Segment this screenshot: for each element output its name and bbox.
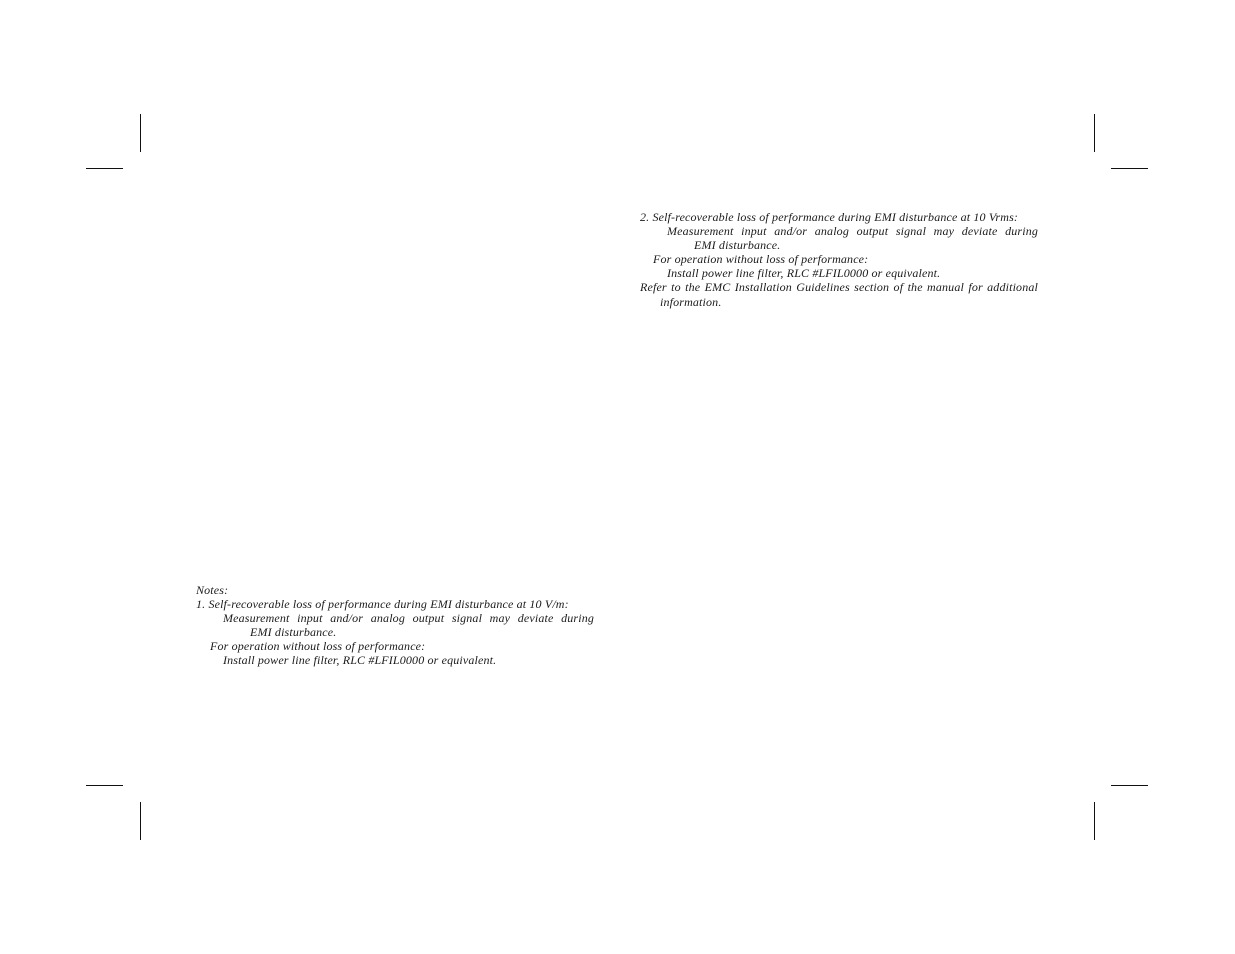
crop-mark-bottom-left-vertical: [140, 802, 141, 840]
note-2-line-6: information.: [660, 295, 722, 309]
notes-heading: Notes:: [196, 583, 229, 597]
note-1-line-1: Measurement input and/or analog output signal may deviate during: [223, 611, 594, 625]
crop-mark-bottom-right-vertical: [1094, 802, 1095, 840]
note-1-title: 1. Self-recoverable loss of performance during EMI disturbance at 10 V/m:: [196, 597, 569, 611]
note-1-line-4: Install power line filter, RLC #LFIL0000 or equivalent.: [223, 653, 497, 667]
note-2-line-1: Measurement input and/or analog output signal may deviate during: [667, 224, 1038, 238]
note-2-title: 2. Self-recoverable loss of performance during EMI disturbance at 10 Vrms:: [640, 210, 1019, 224]
note-2-line-5: Refer to the EMC Installation Guidelines section of the manual for additional: [640, 280, 1038, 294]
crop-mark-top-left-vertical: [140, 114, 141, 152]
crop-mark-bottom-left-horizontal: [86, 785, 123, 786]
note-2-line-4: Install power line filter, RLC #LFIL0000 or equivalent.: [667, 266, 941, 280]
crop-mark-bottom-right-horizontal: [1111, 785, 1148, 786]
note-1-line-3: For operation without loss of performance:: [210, 639, 426, 653]
crop-mark-top-right-horizontal: [1111, 168, 1148, 169]
crop-mark-top-left-horizontal: [86, 168, 123, 169]
note-2-line-3: For operation without loss of performance:: [653, 252, 869, 266]
crop-mark-top-right-vertical: [1094, 114, 1095, 152]
note-1-line-2: EMI disturbance.: [250, 625, 337, 639]
note-2-line-2: EMI disturbance.: [694, 238, 781, 252]
